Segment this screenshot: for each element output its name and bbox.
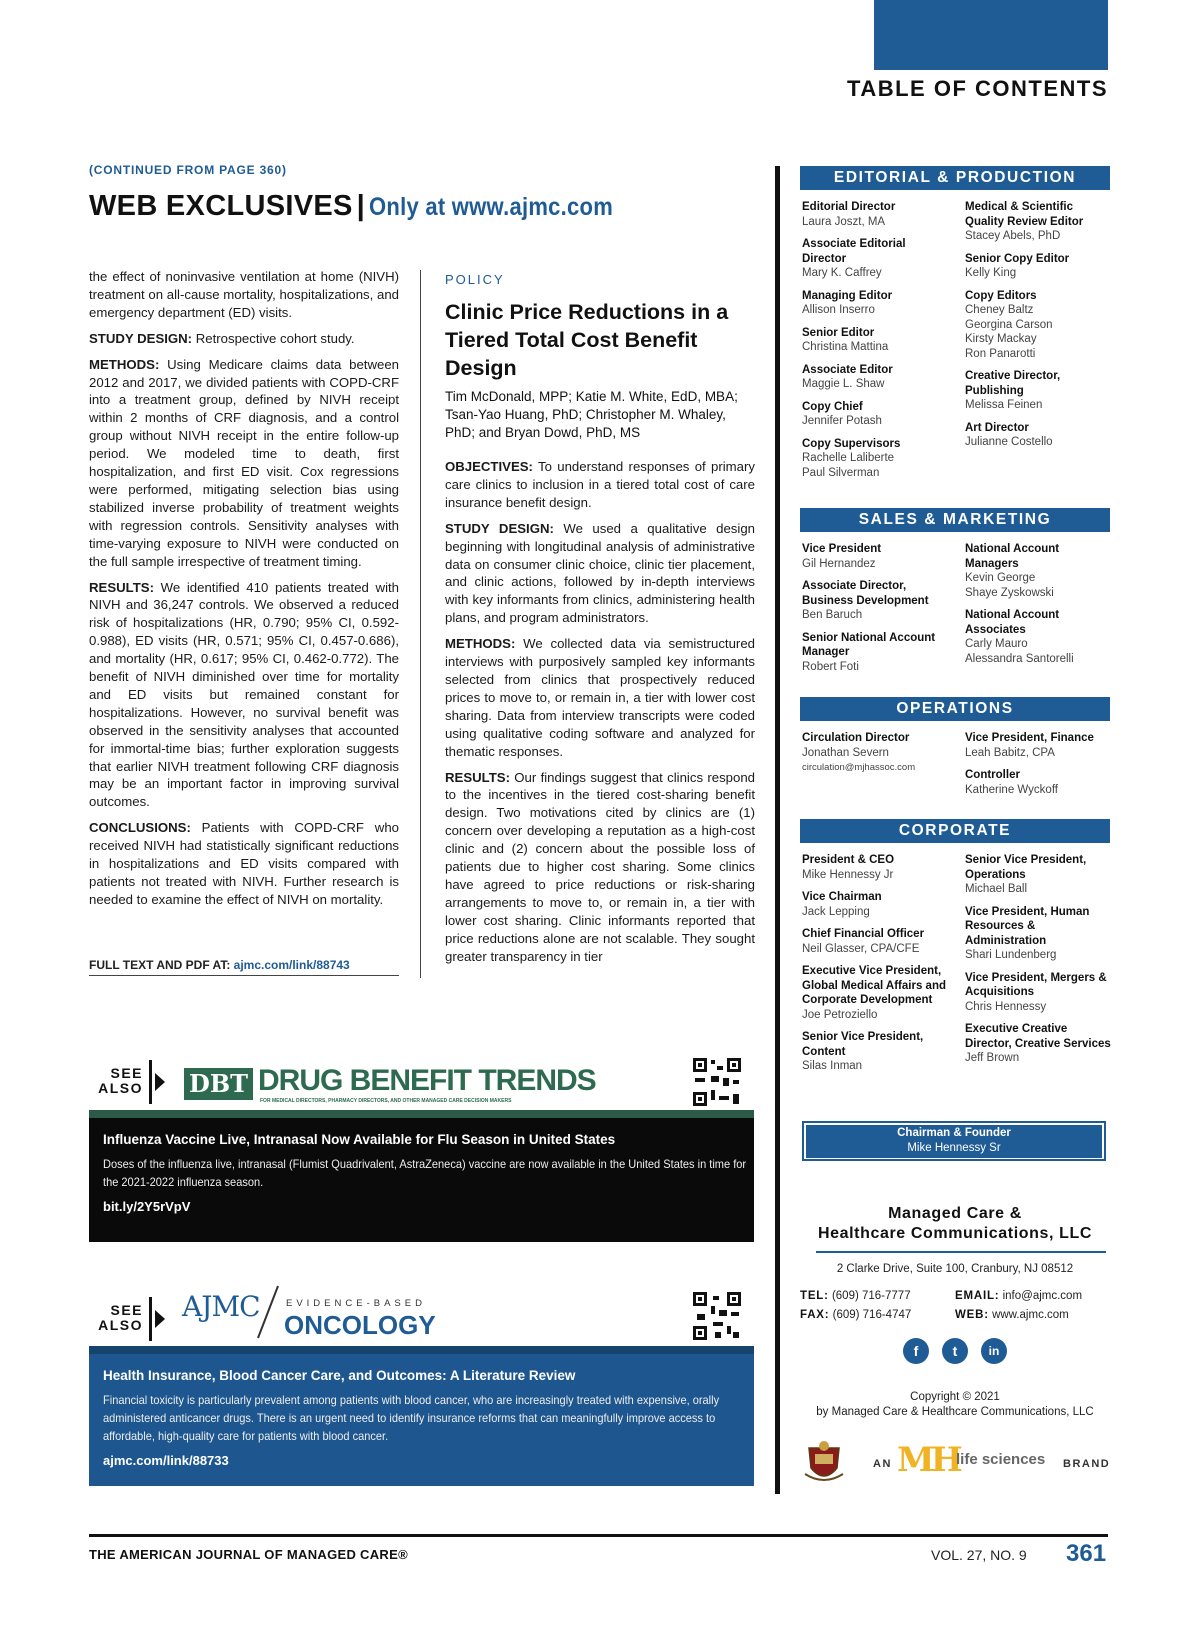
staff-name: Stacey Abels, PhD — [965, 230, 1061, 242]
promo-text: Financial toxicity is particularly prevalent among patients with blood cancer, who are increasingly treated with expensive, orally administered anticancer drugs. There is an urgent need to identify insurance reforms that can meaningfully improve access to affordable, high-quality care for patients with blood cancer. — [103, 1393, 720, 1443]
staff-role: Senior Vice President, Content — [802, 1031, 924, 1058]
staff-role: Copy Editors — [965, 289, 1037, 302]
dbt-logo-text: DRUG BENEFIT TRENDS — [258, 1064, 596, 1097]
promo-link[interactable]: bit.ly/2Y5rVpV — [103, 1199, 191, 1214]
contact-tel — [800, 1290, 911, 1302]
staff-role: Senior Vice President, Operations — [965, 854, 1087, 881]
arrow-right-icon — [155, 1073, 165, 1091]
staff-name: Allison Inserro — [802, 304, 875, 316]
see-also-label-1: SEE ALSO — [98, 1065, 143, 1096]
dbt-logo-mark: DBT — [184, 1068, 253, 1100]
footer-rule — [89, 1534, 1108, 1537]
promo-card-flu[interactable] — [89, 1110, 754, 1242]
staff-role: Associate Editor — [802, 363, 893, 376]
column-divider — [420, 270, 421, 978]
staff-name: Mary K. Caffrey — [802, 267, 882, 279]
staff-name: Jennifer Potash — [802, 415, 882, 427]
web-label: WEB: — [955, 1309, 989, 1321]
article-abstract-nivh — [89, 268, 399, 917]
staff-name: Robert Foti — [802, 660, 859, 673]
staff-role: Vice Chairman — [802, 891, 882, 903]
staff-name: Kevin George Shaye Zyskowski — [965, 572, 1054, 599]
staff-role: Senior Editor — [802, 326, 875, 339]
staff-name: Maggie L. Shaw — [802, 378, 885, 390]
fulltext-label: FULL TEXT AND PDF AT: — [89, 958, 234, 972]
staff-name: Jack Lepping — [802, 905, 870, 918]
brand-an: AN — [873, 1458, 892, 1470]
chairman-name: Mike Hennessy Sr — [907, 1141, 1001, 1154]
contact-email — [955, 1290, 1082, 1302]
staff-name: Cheney Baltz Georgina Carson Kirsty Mackay Ron Panarotti — [965, 304, 1053, 360]
editorial-left-list — [802, 200, 952, 488]
dbt-logo-subtitle: FOR MEDICAL DIRECTORS, PHARMACY DIRECTORS, AND OTHER MANAGED CARE DECISION MAKERS — [260, 1098, 512, 1104]
operations-left-list — [802, 731, 952, 781]
copyright — [800, 1390, 1110, 1420]
publisher-rule — [816, 1251, 1106, 1253]
staff-role: Creative Director, Publishing — [965, 370, 1061, 397]
copyright-line2: by Managed Care & Healthcare Communications, LLC — [816, 1406, 1094, 1418]
operations-left-entries — [802, 731, 952, 760]
article-title: Clinic Price Reductions in a Tiered Total Cost Benefit Design — [445, 300, 729, 380]
operations-band: OPERATIONS — [800, 697, 1110, 721]
study-design-text: We used a qualitative design beginning with longitudinal analysis of administrative data on consumer clinic choice, clinic tier placement, and clinic actions, followed by in-depth interviews with key informants from clinics, administering health plans, and program administrators. — [445, 520, 755, 626]
staff-name: Joe Petroziello — [802, 1008, 878, 1021]
staff-role: Executive Vice President, Global Medical Affairs and Corporate Development — [802, 965, 946, 1006]
promo-headline: Health Insurance, Blood Cancer Care, and Outcomes: A Literature Review — [103, 1368, 576, 1383]
fulltext-line — [89, 958, 399, 976]
staff-role: Vice President, Human Resources & Administration — [965, 905, 1090, 947]
staff-name: Jonathan Severn — [802, 746, 889, 759]
methods-label: METHODS: — [89, 356, 160, 372]
corporate-band: CORPORATE — [800, 819, 1110, 843]
crest-icon — [801, 1438, 847, 1486]
staff-role: Controller — [965, 769, 1020, 781]
conclusions-label: CONCLUSIONS: — [89, 820, 191, 836]
staff-name: Carly Mauro Alessandra Santorelli — [965, 638, 1074, 665]
see-also-bar-2 — [149, 1297, 152, 1341]
staff-name: Shari Lundenberg — [965, 949, 1057, 961]
staff-role: President & CEO — [802, 854, 895, 866]
article-authors: Tim McDonald, MPP; Katie M. White, EdD, MBA; Tsan-Yao Huang, PhD; Christopher M. Whaley, PhD; and Bryan Dowd, PhD, MS — [445, 389, 738, 440]
staff-role: Copy Chief — [802, 400, 863, 413]
methods-text: Using Medicare claims data between 2012 and 2017, we divided patients with COPD-CRF into a treatment group, defined by NIVH receipt within 2 months of CRF diagnosis, and a control group without NIVH receipt in the entire follow-up period. We modeled time to death, first hospitalization, and first ED visit. Cox regressions were performed, mitigating selection bias using stabilized inverse probability of treatment weights with regression controls. Sensitivity analyses with time-varying exposure to NIVH were conducted on the full sample irrespective of treatment timing. — [89, 356, 399, 569]
publisher-name — [800, 1204, 1110, 1244]
results-text: We identified 410 patients treated with NIVH and 36,247 controls. We observed a reduced risk of hospitalizations (HR, 0.790; 95% CI, 0.592-0.988), ED visits (HR, 0.571; 95% CI, 0.457-0.686), and mortality (HR, 0.617; 95% CI, 0.462-0.772). The benefit of NIVH diminished over time for mortality and ED visits but remained constant for hospitalizations. However, no survival benefit was observed in the sensitivity analyses that accounted for immortal-time bias; further exploration suggests that earlier NIVH treatment following CRF diagnosis may be an important factor in improving survival outcomes. — [89, 579, 399, 810]
results-label: RESULTS: — [89, 579, 154, 595]
staff-name: Chris Hennessy — [965, 1000, 1047, 1013]
publisher-address: 2 Clarke Drive, Suite 100, Cranbury, NJ 08512 — [836, 1263, 1074, 1275]
corporate-left-list — [802, 853, 952, 1082]
staff-name: Julianne Costello — [965, 436, 1053, 448]
promo-headline: Influenza Vaccine Live, Intranasal Now Available for Flu Season in United States — [103, 1132, 616, 1147]
page-number: 361 — [1066, 1540, 1107, 1567]
see-also-label-2: SEE ALSO — [98, 1302, 143, 1333]
staff-name: Ben Baruch — [802, 609, 863, 621]
only-at-link[interactable]: Only at www.ajmc.com — [369, 193, 614, 221]
masthead-divider — [775, 166, 780, 1494]
see-also-bar-1 — [149, 1060, 152, 1104]
fax-label: FAX: — [800, 1309, 830, 1321]
staff-role: Senior National Account Manager — [802, 631, 936, 658]
email-label: EMAIL: — [955, 1290, 1000, 1302]
contact-web — [955, 1309, 1069, 1321]
editorial-band: EDITORIAL & PRODUCTION — [800, 166, 1110, 190]
staff-name: Melissa Feinen — [965, 399, 1043, 411]
volume-issue: VOL. 27, NO. 9 — [931, 1547, 1027, 1563]
staff-role: Circulation Director — [802, 732, 910, 744]
staff-role: Vice President, Finance — [965, 732, 1094, 744]
web-exclusives-heading — [89, 190, 646, 223]
sales-right-list — [965, 542, 1115, 674]
staff-name: Michael Ball — [965, 883, 1027, 895]
staff-role: Copy Supervisors — [802, 437, 901, 450]
facebook-icon[interactable]: f — [903, 1338, 929, 1364]
staff-role: Art Director — [965, 421, 1029, 434]
staff-role: Medical & Scientific Quality Review Editor — [965, 201, 1084, 228]
staff-name: Silas Inman — [802, 1060, 863, 1072]
staff-name: Jeff Brown — [965, 1052, 1020, 1064]
staff-role: Editorial Director — [802, 201, 896, 213]
conclusions-text: Patients with COPD-CRF who received NIVH had statistically significant reductions in hospitalizations and ED visits compared with patients not treated with NIVH. Further research is needed to examine the effect of NIVH on mortality. — [89, 820, 399, 907]
staff-name: Neil Glasser, CPA/CFE — [802, 942, 920, 955]
web-value[interactable]: www.ajmc.com — [992, 1309, 1069, 1321]
journal-name: THE AMERICAN JOURNAL OF MANAGED CARE® — [89, 1547, 408, 1562]
promo-link[interactable]: ajmc.com/link/88733 — [103, 1453, 229, 1468]
article-category: POLICY — [445, 272, 505, 287]
results-text: Our findings suggest that clinics respond to the incentives in the tiered cost-sharing benefit design. Two motivations cited by clinics are (1) concern over developing a reputation as a high-cost clinic and (2) concern about the possible loss of patients due to higher cost sharing. Some clinics have agreed to price reductions or risk-sharing arrangements to move to, or remain in, a tier with lower cost sharing. Clinic informants reported that price reductions alone are not scalable. They sought greater transparency in tier — [445, 769, 755, 964]
operations-right-list — [965, 731, 1115, 805]
continued-note: (CONTINUED FROM PAGE 360) — [89, 163, 287, 177]
fulltext-link[interactable]: ajmc.com/link/88743 — [233, 958, 350, 972]
results-label: RESULTS: — [445, 769, 510, 785]
qr-code-icon[interactable] — [691, 1056, 743, 1108]
email-value[interactable]: info@ajmc.com — [1002, 1290, 1083, 1302]
sales-band: SALES & MARKETING — [800, 508, 1110, 532]
corporate-right-list — [965, 853, 1115, 1074]
staff-role: Chief Financial Officer — [802, 928, 925, 940]
heading-separator: | — [356, 190, 366, 222]
tel-value[interactable]: (609) 716-7777 — [831, 1290, 911, 1302]
staff-role: Vice President, Mergers & Acquisitions — [965, 971, 1107, 998]
chairman-role: Chairman & Founder — [897, 1127, 1011, 1139]
article-abstract-policy — [445, 458, 755, 973]
staff-name: Mike Hennessy Jr — [802, 868, 894, 881]
linkedin-icon[interactable]: in — [981, 1338, 1007, 1364]
table-of-contents-label: TABLE OF CONTENTS — [847, 76, 1108, 101]
ebo-wordmark: ONCOLOGY — [284, 1310, 436, 1340]
abstract-intro: the effect of noninvasive ventilation at home (NIVH) treatment on all-cause mortality, hospitalizations, and emergency department (ED) visits. — [89, 269, 399, 320]
staff-name: Katherine Wyckoff — [965, 783, 1059, 796]
methods-text: We collected data via semistructured interviews with purposively sampled key informants selected from clinics that prospectively reduced prices to move to, or remain in, a tier with lower cost sharing. Data from interview transcripts were coded using qualitative coding software and analyzed for thematic responses. — [445, 636, 755, 759]
staff-role: Senior Copy Editor — [965, 252, 1070, 265]
staff-name: Rachelle Laliberte Paul Silverman — [802, 452, 895, 479]
mh-logo-icon: MH — [897, 1440, 959, 1480]
fax-value: (609) 716-4747 — [832, 1309, 912, 1321]
arrow-right-icon — [155, 1310, 165, 1328]
publisher-name-line2: Healthcare Communications, LLC — [817, 1225, 1093, 1242]
chairman-box — [802, 1121, 1106, 1161]
staff-name: Leah Babitz, CPA — [965, 746, 1055, 759]
staff-name: Kelly King — [965, 267, 1017, 279]
staff-role: Executive Creative Director, Creative Services — [965, 1023, 1111, 1050]
staff-role: National Account Managers — [965, 543, 1060, 570]
header-color-tab — [874, 0, 1108, 70]
publisher-name-line1: Managed Care & — [888, 1205, 1022, 1222]
staff-role: Associate Director, Business Development — [802, 580, 929, 607]
staff-name: Christina Mattina — [802, 341, 889, 353]
staff-role: National Account Associates — [965, 609, 1060, 636]
web-exclusives-title: WEB EXCLUSIVES — [89, 190, 353, 222]
circulation-email[interactable]: circulation@mjhassoc.com — [802, 762, 916, 773]
promo-text: Doses of the influenza live, intranasal (Flumist Quadrivalent, AstraZeneca) vaccine are now available in the United States in time for the 2021-2022 influenza season. — [103, 1157, 747, 1189]
slash-divider-icon — [256, 1284, 280, 1340]
objectives-label: OBJECTIVES: — [445, 459, 533, 474]
staff-role: Associate Editorial Director — [802, 238, 906, 265]
life-sciences-text: life sciences — [956, 1451, 1046, 1468]
contact-fax — [800, 1309, 911, 1321]
sales-left-list — [802, 542, 952, 682]
tel-label: TEL: — [800, 1290, 829, 1302]
staff-role: Vice President — [802, 543, 882, 555]
staff-name: Laura Joszt, MA — [802, 215, 886, 228]
study-design-text: Retrospective cohort study. — [192, 330, 355, 346]
promo-card-oncology[interactable] — [89, 1346, 754, 1486]
staff-role: Managing Editor — [802, 289, 893, 302]
staff-name: Gil Hernandez — [802, 557, 876, 570]
ebo-eyebrow: EVIDENCE-BASED — [286, 1298, 426, 1309]
twitter-icon[interactable]: t — [942, 1338, 968, 1364]
brand-word: BRAND — [1063, 1458, 1111, 1470]
editorial-right-list — [965, 200, 1115, 458]
methods-label: METHODS: — [445, 636, 516, 652]
study-design-label: STUDY DESIGN: — [445, 520, 554, 536]
ajmc-logo: AJMC — [182, 1290, 260, 1323]
objectives-text: To understand responses of primary care clinics to inclusion in a tiered total cost of care insurance benefit design. — [445, 459, 755, 510]
copyright-line1: Copyright © 2021 — [910, 1391, 1000, 1403]
qr-code-icon[interactable] — [691, 1290, 743, 1342]
study-design-label: STUDY DESIGN: — [89, 330, 193, 346]
